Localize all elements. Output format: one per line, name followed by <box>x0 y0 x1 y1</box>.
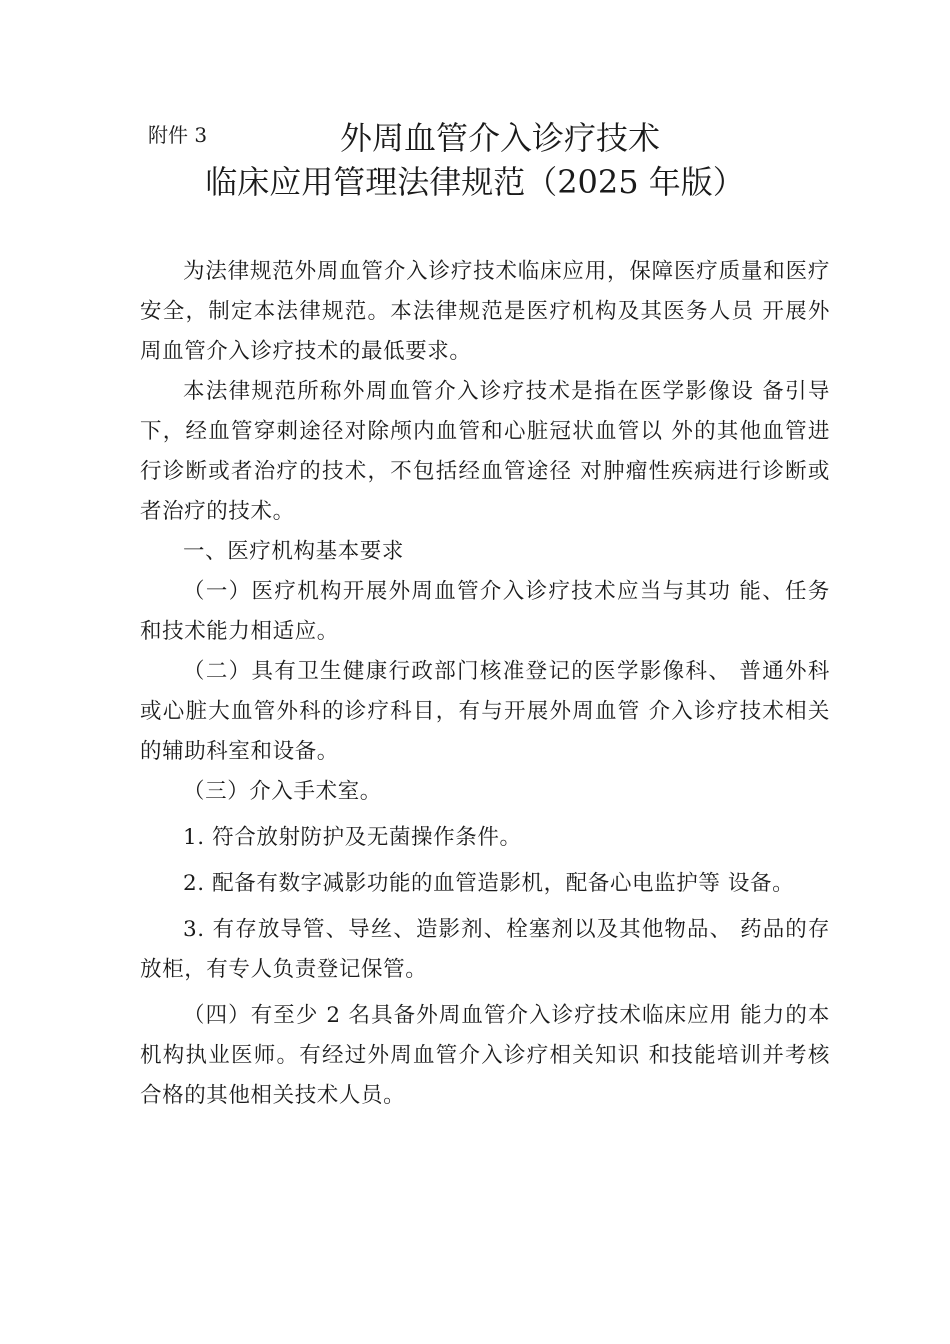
clause-4: （四）有至少 2 名具备外周血管介入诊疗技术临床应用 能力的本机构执业医师。有经过外周血管介入诊疗相关知识 和技能培训并考核合格的其他相关技术人员。 <box>140 1003 830 1108</box>
section-heading-institution-requirements: 一、医疗机构基本要求 <box>183 539 405 564</box>
document-body <box>140 252 830 1116</box>
clause-3-item-3: 3. 有存放导管、导丝、造影剂、栓塞剂以及其他物品、 药品的存放柜，有专人负责登记保管。 <box>140 917 830 982</box>
paragraph-purpose: 为法律规范外周血管介入诊疗技术临床应用，保障医疗质量和医疗安全，制定本法律规范。本法律规范是医疗机构及其医务人员 开展外周血管介入诊疗技术的最低要求。 <box>140 259 830 364</box>
clause-3: （三）介入手术室。 <box>183 779 382 804</box>
clause-3-item-1: 1. 符合放射防护及无菌操作条件。 <box>183 825 522 850</box>
document-title-line-2: 临床应用管理法律规范（2025 年版） <box>205 163 745 201</box>
paragraph-definition: 本法律规范所称外周血管介入诊疗技术是指在医学影像设 备引导下，经血管穿刺途径对除颅内血管和心脏冠状血管以 外的其他血管进行诊断或者治疗的技术，不包括经血管途径 对肿瘤性疾病进行诊断或者治疗的技术。 <box>140 379 830 524</box>
clause-1: （一）医疗机构开展外周血管介入诊疗技术应当与其功 能、任务和技术能力相适应。 <box>140 579 830 644</box>
attachment-label: 附件 3 <box>148 123 208 147</box>
clause-3-item-2: 2. 配备有数字减影功能的血管造影机，配备心电监护等 设备。 <box>183 871 795 896</box>
clause-2: （二）具有卫生健康行政部门核准登记的医学影像科、 普通外科或心脏大血管外科的诊疗科目，有与开展外周血管 介入诊疗技术相关的辅助科室和设备。 <box>140 659 830 764</box>
document-title-line-1: 外周血管介入诊疗技术 <box>339 119 660 157</box>
